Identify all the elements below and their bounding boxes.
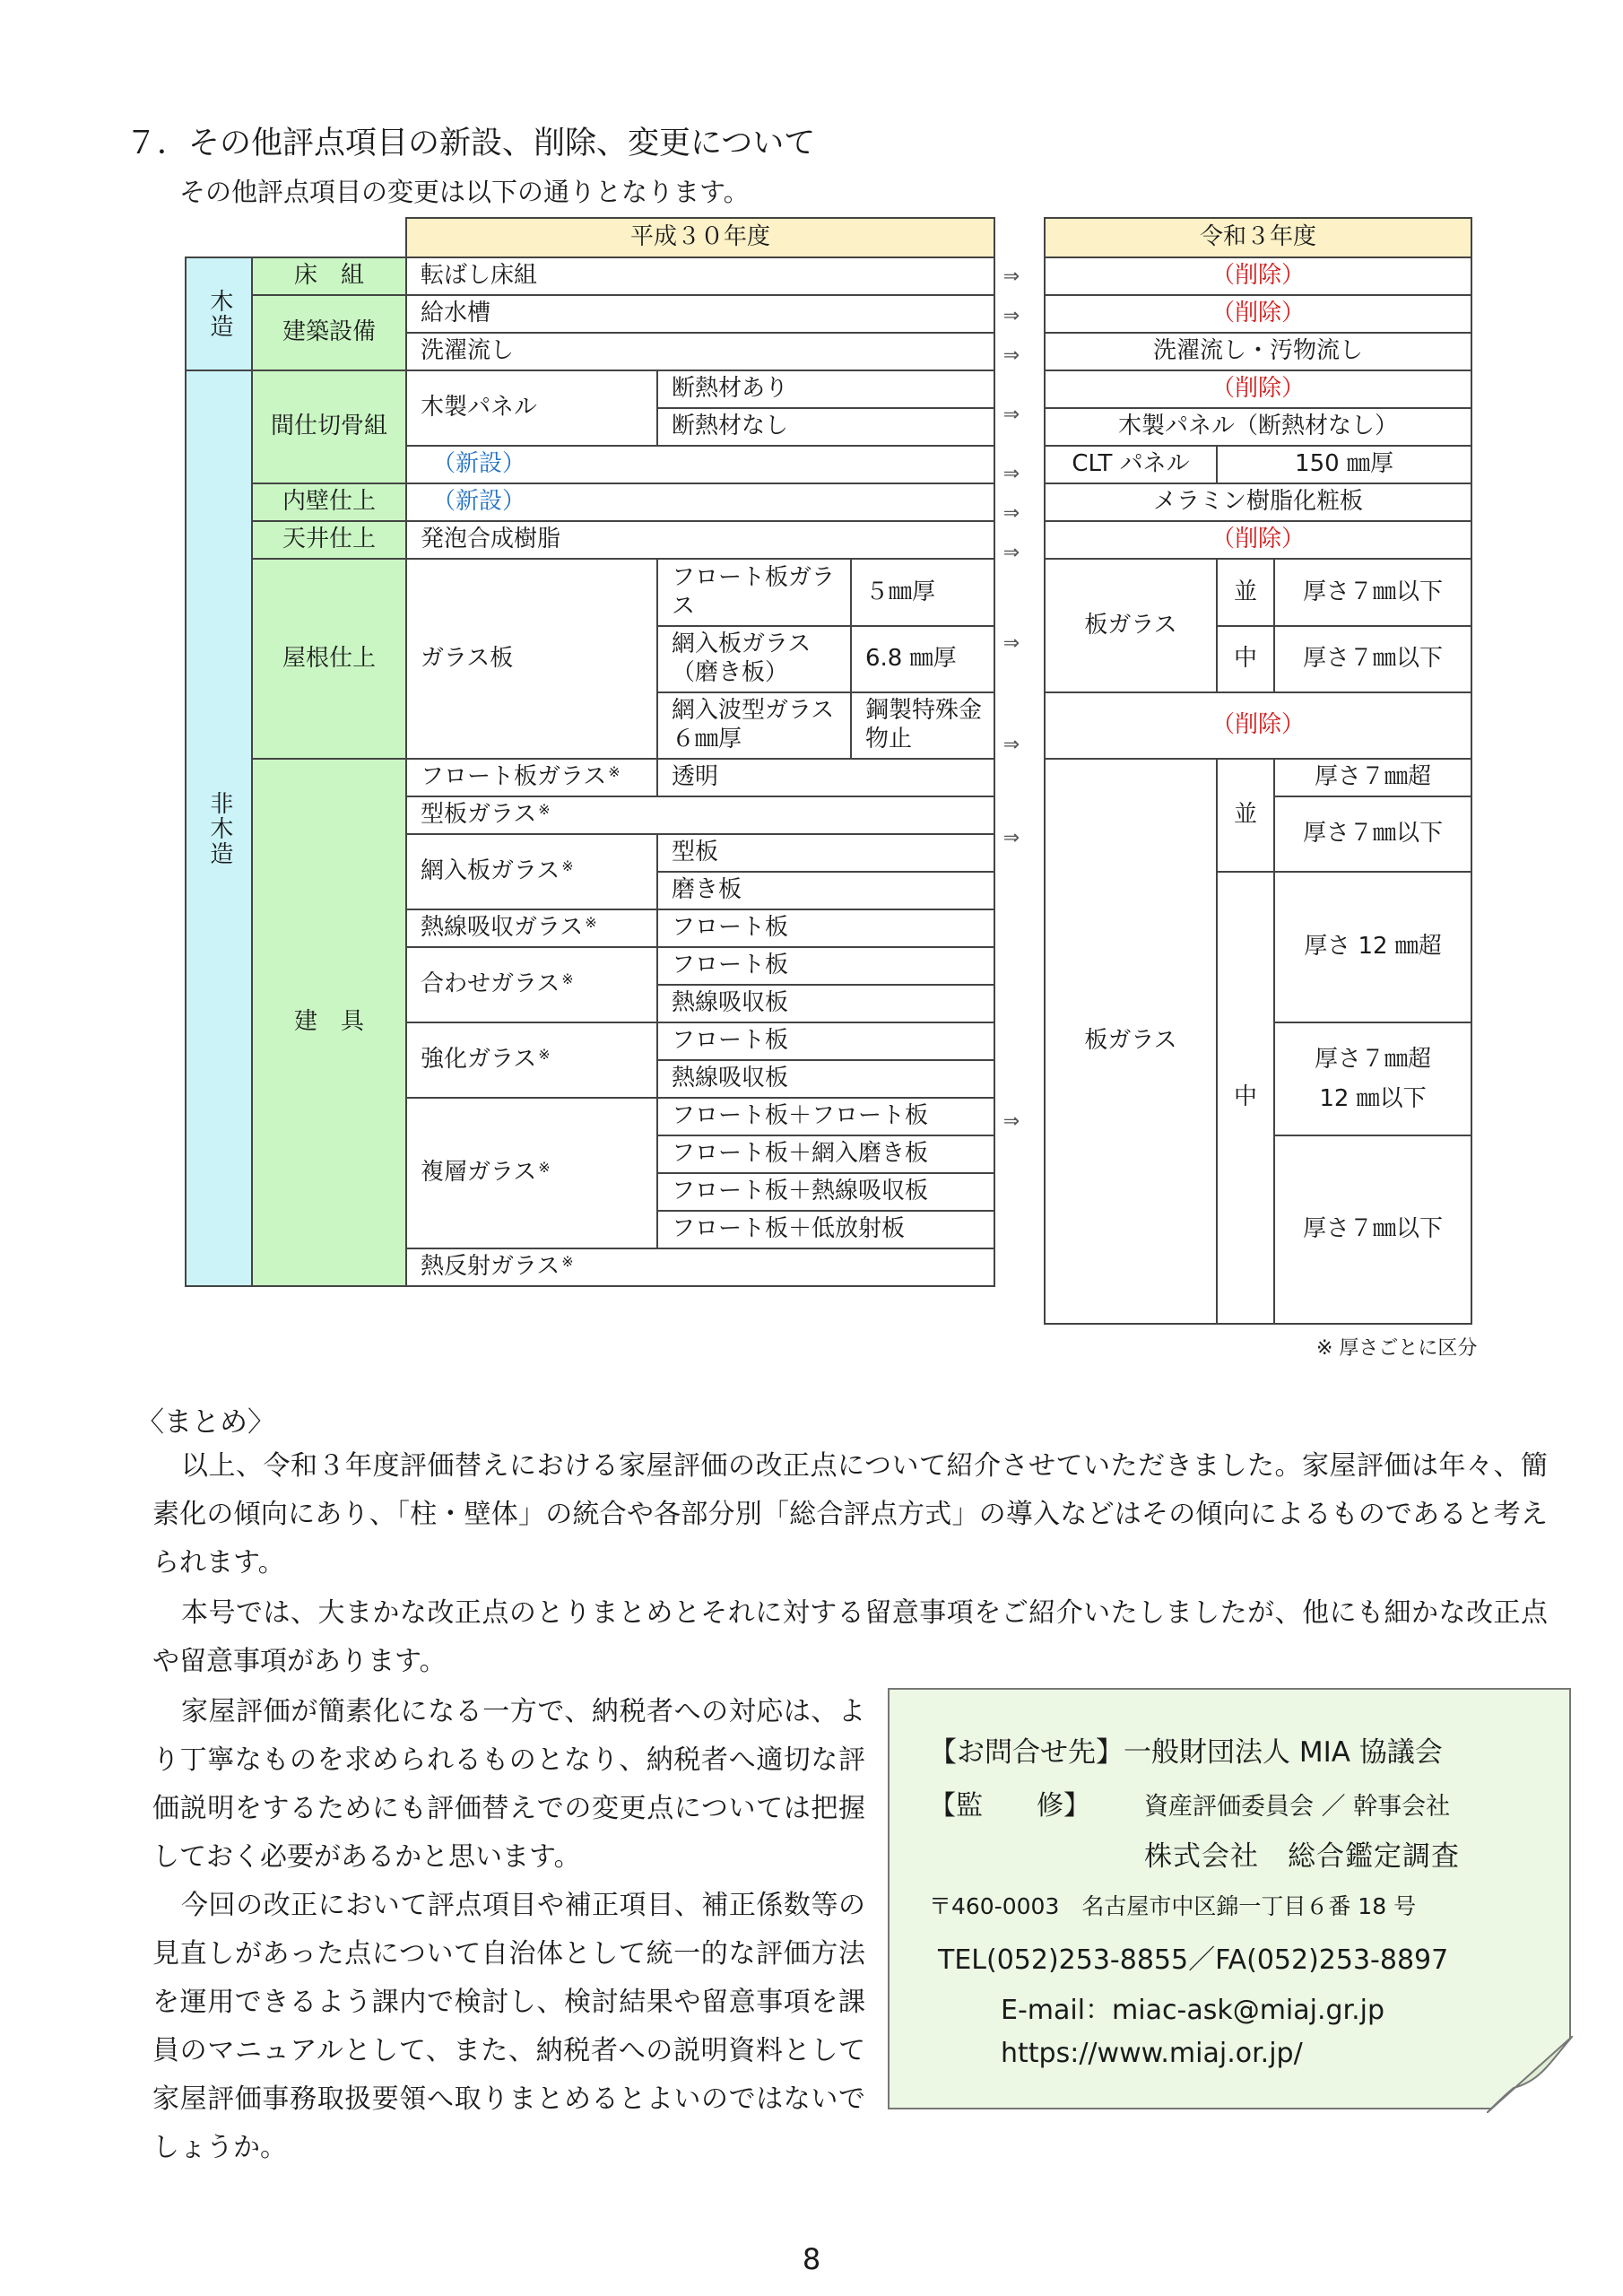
table-cell: （削除） bbox=[1045, 257, 1471, 295]
table-cell: 厚さ７㎜以下 bbox=[1274, 1135, 1471, 1324]
arrow-icon: ⇒ bbox=[1002, 344, 1020, 367]
table-cell: 洗濯流し・汚物流し bbox=[1045, 333, 1471, 370]
page-number: 8 bbox=[802, 2242, 821, 2276]
reiwa-table bbox=[1044, 217, 1472, 1325]
table-cell: 発泡合成樹脂 bbox=[406, 521, 994, 559]
table-cell: 並 bbox=[1217, 559, 1274, 626]
summary-title: 〈まとめ〉 bbox=[136, 1406, 275, 1439]
summary-paragraph: 家屋評価が簡素化になる一方で、納税者への対応は、より丁寧なものを求められるものとなり、納税者へ適切な評価説明をするためにも評価替えでの変更点については把握しておく必要があるかと思います。 今回の改正において評点項目や補正項目、補正係数等の見直しがあった点について自治体として統一的な評価方法を運用できるよう課内で検討し、検討結果や留意事項を課員のマニュアルとして、また、納税者への説明資料として家屋評価事務取扱要領へ取りまとめるとよいのではないでしょうか。 bbox=[152, 1696, 865, 2163]
table-cell: 磨き板 bbox=[657, 872, 994, 909]
table-cell: 合わせガラス ※ bbox=[406, 947, 657, 1022]
contact-supervision-label: 【監 修】 bbox=[929, 1790, 1090, 1822]
table-cell: 厚さ７㎜以下 bbox=[1274, 626, 1471, 692]
table-cell: 断熱材あり bbox=[657, 370, 994, 408]
table-cell: 強化ガラス ※ bbox=[406, 1022, 657, 1098]
arrow-icon: ⇒ bbox=[1002, 734, 1020, 756]
table-cell: フロート板 bbox=[657, 1022, 994, 1060]
tenjo-cell: 天井仕上 bbox=[252, 521, 406, 559]
table-cell: 洗濯流し bbox=[406, 333, 994, 370]
naiheki-cell: 内壁仕上 bbox=[252, 483, 406, 521]
table-cell: 熱線吸収板 bbox=[657, 1060, 994, 1098]
contact-box bbox=[888, 1688, 1571, 2109]
table-cell: 熱反射ガラス ※ bbox=[406, 1248, 994, 1286]
table-cell: （削除） bbox=[1045, 295, 1471, 333]
table-cell: （削除） bbox=[1045, 692, 1471, 759]
table-cell: フロート板＋フロート板 bbox=[657, 1098, 994, 1135]
table-cell: 厚さ７㎜以下 bbox=[1274, 796, 1471, 872]
table-cell: 鋼製特殊金物止 bbox=[851, 692, 994, 759]
table-cell: ５㎜厚 bbox=[851, 559, 994, 626]
contact-supervision: 資産評価委員会 ／ 幹事会社 bbox=[1144, 1793, 1451, 1821]
arrow-icon: ⇒ bbox=[1002, 404, 1020, 426]
kenchiku-cell: 建築設備 bbox=[252, 295, 406, 370]
table-cell: 透明 bbox=[657, 759, 994, 796]
arrow-icon: ⇒ bbox=[1002, 1110, 1020, 1133]
section-intro: その他評点項目の変更は以下の通りとなります。 bbox=[179, 177, 750, 207]
summary-paragraph: 以上、令和３年度評価替えにおける家屋評価の改正点について紹介させていただきました。家屋評価は年々、簡素化の傾向にあり、「柱・壁体」の統合や各部分別「総合評点方式」の導入などはその傾向によるものであると考えられます。 bbox=[152, 1450, 1548, 1578]
table-cell: 複層ガラス ※ bbox=[406, 1098, 657, 1248]
table-cell: （削除） bbox=[1045, 370, 1471, 408]
yukagumi-cell: 床 組 bbox=[252, 257, 406, 295]
heisei-table bbox=[185, 217, 995, 1287]
table-cell: フロート板＋低放射板 bbox=[657, 1211, 994, 1248]
reiwa-header: 令和３年度 bbox=[1045, 218, 1471, 257]
table-cell: メラミン樹脂化粧板 bbox=[1045, 483, 1471, 521]
mokuzo-label: 木造 bbox=[186, 257, 252, 370]
arrow-icon: ⇒ bbox=[1002, 827, 1020, 849]
table-cell: 型板 bbox=[657, 834, 994, 872]
hi-mokuzo-label: 非木造 bbox=[186, 370, 252, 1286]
contact-org: 【お問合せ先】一般財団法人 MIA 協議会 bbox=[929, 1736, 1443, 1769]
tategu-cell: 建 具 bbox=[252, 759, 406, 1286]
table-cell: 熱線吸収ガラス ※ bbox=[406, 909, 657, 947]
contact-url[interactable]: https://www.miaj.or.jp/ bbox=[1001, 2038, 1303, 2069]
table-cell: フロート板 bbox=[657, 947, 994, 985]
contact-address: 〒460-0003 名古屋市中区錦一丁目６番 18 号 bbox=[929, 1893, 1417, 1919]
table-cell: 給水槽 bbox=[406, 295, 994, 333]
table-cell: 型板ガラス ※ bbox=[406, 796, 994, 834]
arrow-icon: ⇒ bbox=[1002, 463, 1020, 485]
table-cell: 厚さ７㎜以下 bbox=[1274, 559, 1471, 626]
table-cell: 木製パネル bbox=[406, 370, 657, 446]
table-cell: 転ばし床組 bbox=[406, 257, 994, 295]
table-cell: 熱線吸収板 bbox=[657, 985, 994, 1022]
table-note: ※ 厚さごとに区分 bbox=[1316, 1337, 1478, 1360]
table-cell: 6.8 ㎜厚 bbox=[851, 626, 994, 692]
table-cell: フロート板ガラス ※ bbox=[406, 759, 657, 796]
table-cell: 並 bbox=[1217, 759, 1274, 872]
table-cell: 150 ㎜厚 bbox=[1217, 446, 1471, 483]
table-cell: 厚さ７㎜超 bbox=[1274, 759, 1471, 796]
section-title: ７．その他評点項目の新設、削除、変更について bbox=[126, 126, 816, 161]
table-cell: 網入板ガラス（磨き板） bbox=[657, 626, 851, 692]
arrow-icon: ⇒ bbox=[1002, 305, 1020, 327]
arrow-icon: ⇒ bbox=[1002, 542, 1020, 564]
table-cell: （削除） bbox=[1045, 521, 1471, 559]
page-curl-icon bbox=[1487, 2036, 1573, 2113]
table-cell: 厚さ７㎜超 12 ㎜以下 bbox=[1274, 1022, 1471, 1135]
majikiri-cell: 間仕切骨組 bbox=[252, 370, 406, 483]
table-cell: 厚さ 12 ㎜超 bbox=[1274, 872, 1471, 1022]
arrow-icon: ⇒ bbox=[1002, 502, 1020, 525]
table-cell: CLT パネル bbox=[1045, 446, 1217, 483]
table-cell: （新設） bbox=[406, 483, 994, 521]
table-cell: 板ガラス bbox=[1045, 559, 1217, 692]
table-cell: 網入板ガラス ※ bbox=[406, 834, 657, 909]
yane-cell: 屋根仕上 bbox=[252, 559, 406, 759]
table-cell: 木製パネル（断熱材なし） bbox=[1045, 408, 1471, 446]
table-cell: フロート板＋網入磨き板 bbox=[657, 1135, 994, 1173]
table-cell: 中 bbox=[1217, 626, 1274, 692]
summary-paragraph: 本号では、大まかな改正点のとりまとめとそれに対する留意事項をご紹介いたしましたが、他にも細かな改正点や留意事項があります。 bbox=[152, 1597, 1548, 1677]
contact-email[interactable]: E-mail：miac-ask@miaj.gr.jp bbox=[1001, 1995, 1385, 2026]
table-cell: フロート板ガラス bbox=[657, 559, 851, 626]
table-cell: 中 bbox=[1217, 872, 1274, 1324]
table-cell: ガラス板 bbox=[406, 559, 657, 759]
arrow-icon: ⇒ bbox=[1002, 265, 1020, 288]
table-cell: 断熱材なし bbox=[657, 408, 994, 446]
table-cell: 網入波型ガラス６㎜厚 bbox=[657, 692, 851, 759]
table-cell: 板ガラス bbox=[1045, 759, 1217, 1324]
heisei-header: 平成３０年度 bbox=[406, 218, 994, 257]
table-cell: フロート板＋熱線吸収板 bbox=[657, 1173, 994, 1211]
contact-tel: TEL(052)253-8855／FA(052)253-8897 bbox=[938, 1944, 1449, 1976]
table-cell: フロート板 bbox=[657, 909, 994, 947]
contact-company: 株式会社 総合鑑定調査 bbox=[1144, 1840, 1460, 1873]
arrow-icon: ⇒ bbox=[1002, 632, 1020, 655]
table-cell: （新設） bbox=[406, 446, 994, 483]
